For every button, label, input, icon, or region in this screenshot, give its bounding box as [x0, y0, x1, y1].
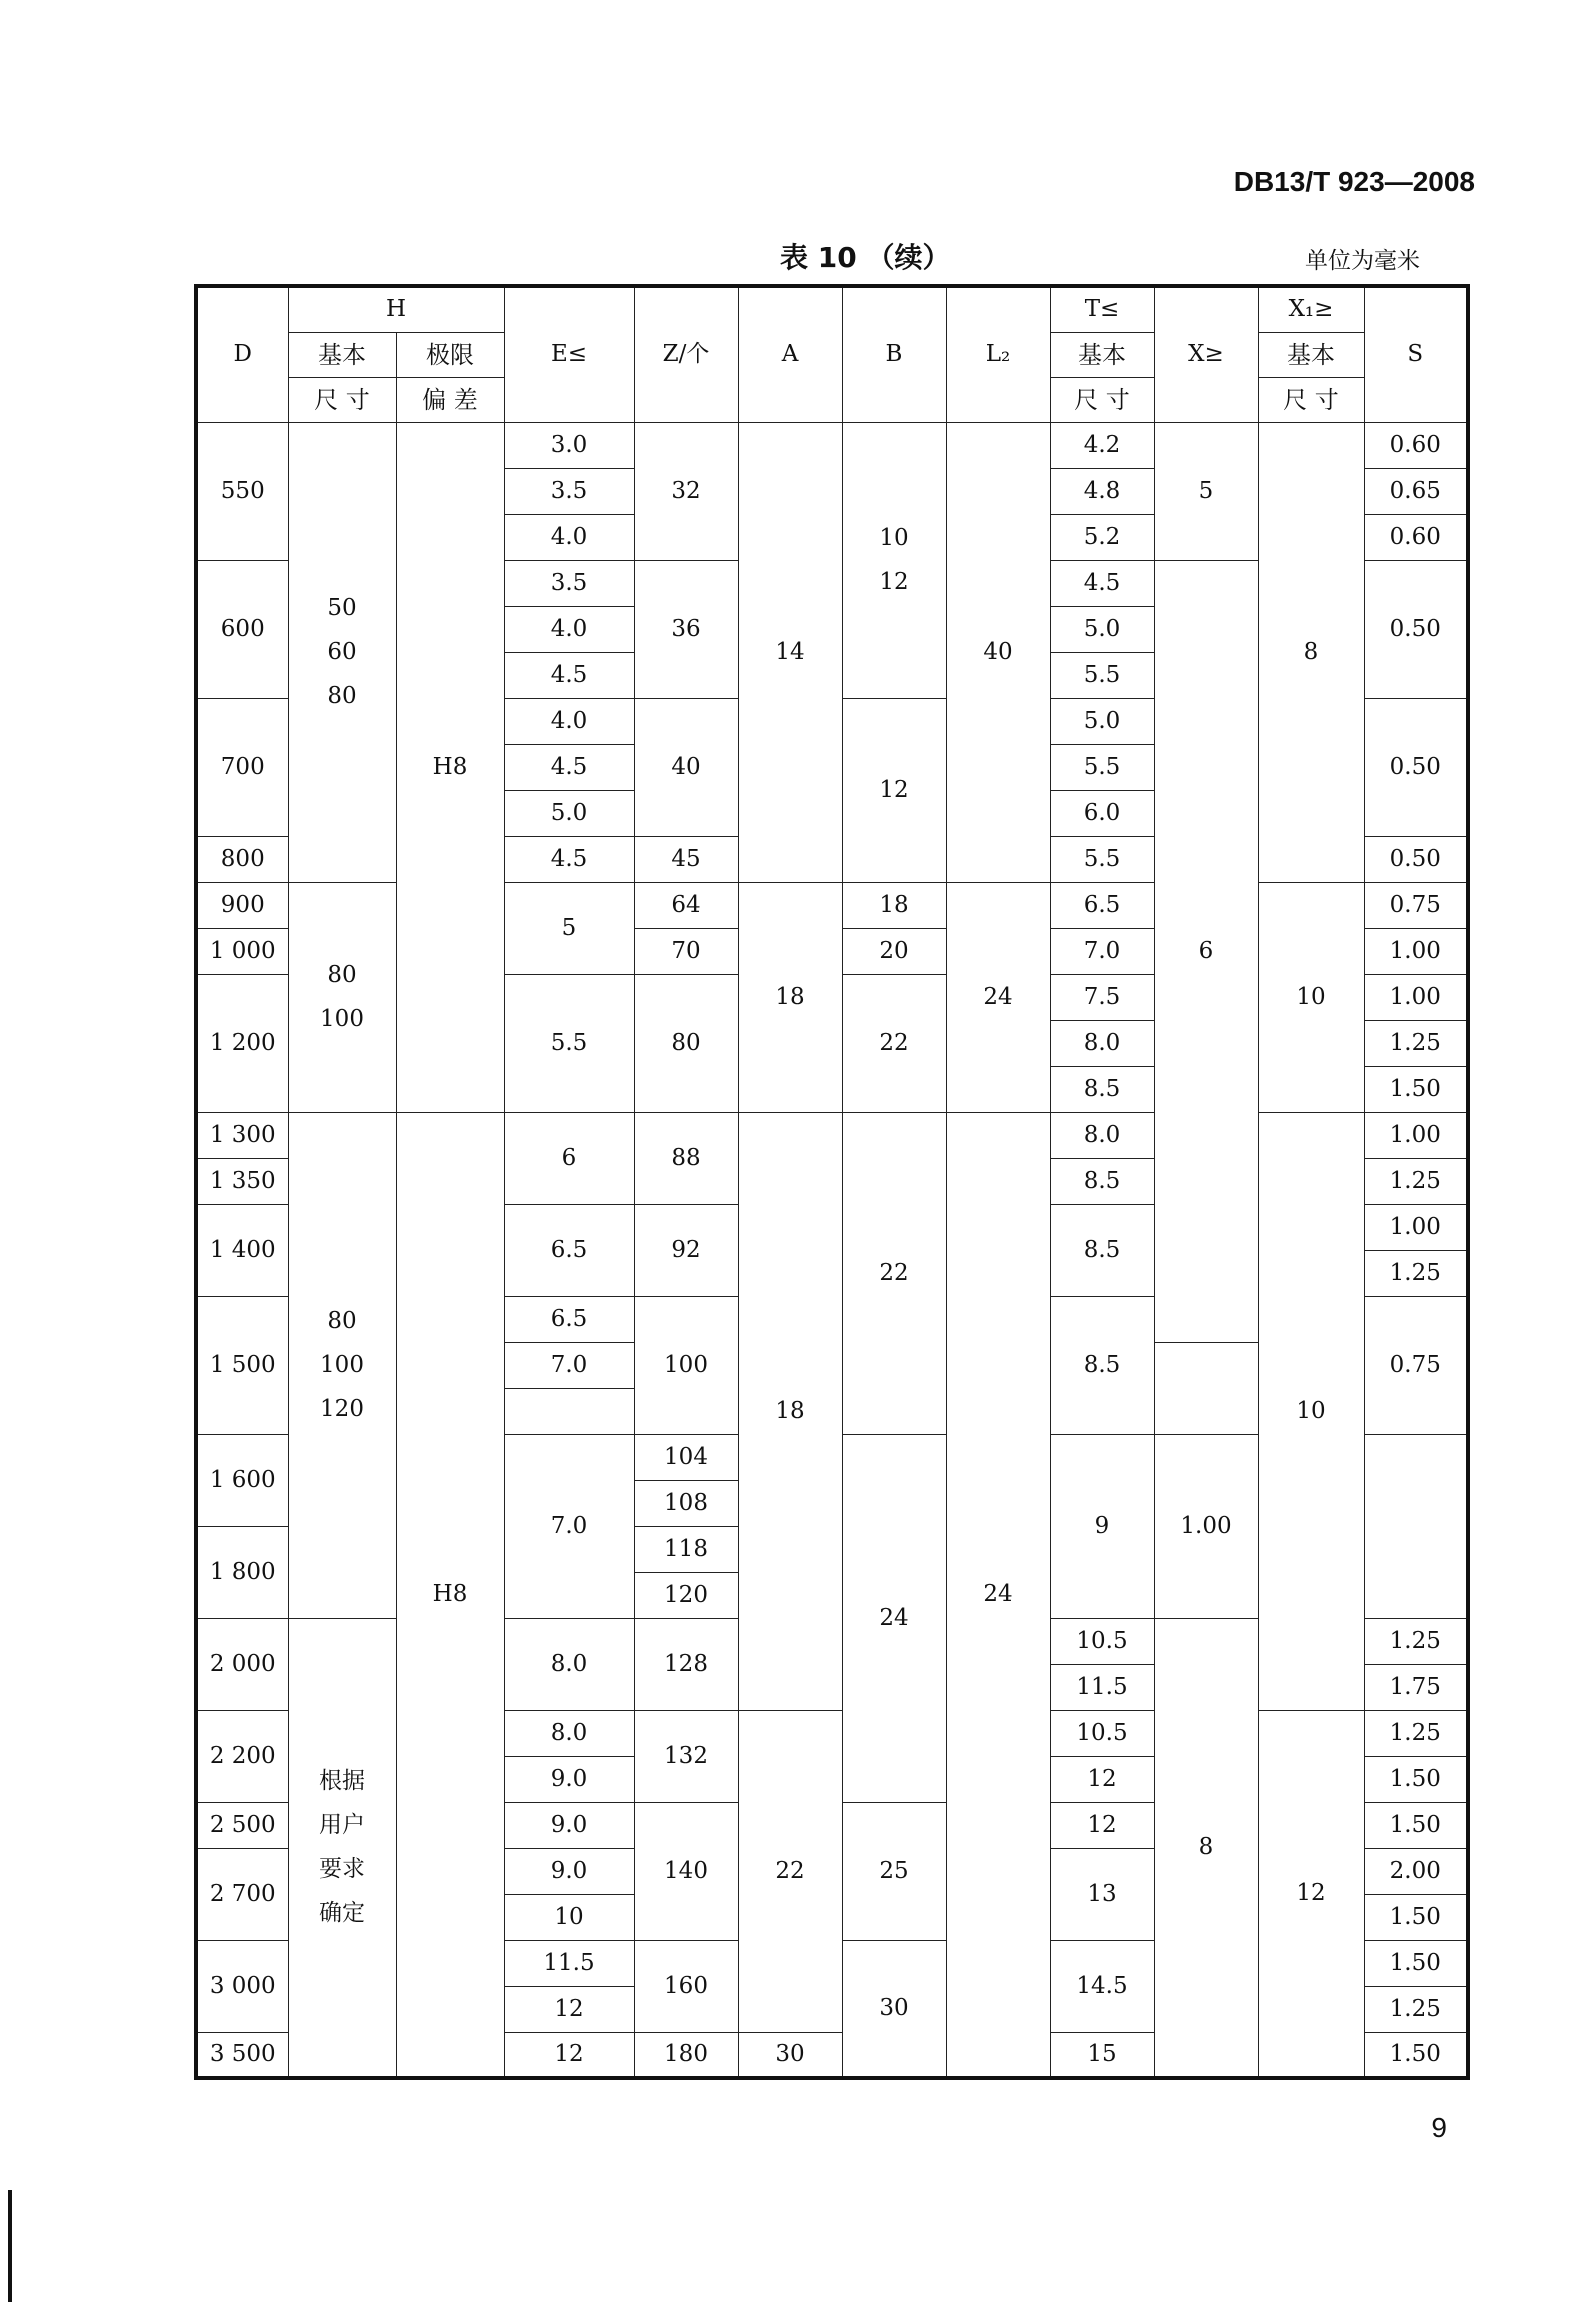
s-cell: 2.00 — [1364, 1848, 1468, 1894]
d-cell: 1 300 — [196, 1112, 288, 1158]
b-cell: 25 — [842, 1802, 946, 1940]
b-cell: 24 — [842, 1434, 946, 1802]
e-cell: 4.5 — [504, 652, 634, 698]
z-cell: 120 — [634, 1572, 738, 1618]
t-cell: 5.5 — [1050, 652, 1154, 698]
a-cell: 14 — [738, 422, 842, 882]
x1-cell: 10 — [1258, 882, 1364, 1112]
e-cell: 12 — [504, 1986, 634, 2032]
s-cell: 1.25 — [1364, 1618, 1468, 1664]
standard-code: DB13/T 923—2008 — [1233, 166, 1475, 197]
d-cell: 2 200 — [196, 1710, 288, 1802]
h-tol-cell: H8 — [396, 1112, 504, 2078]
header-t: T≤ — [1050, 286, 1154, 332]
d-cell: 700 — [196, 698, 288, 836]
l-cell: 40 — [946, 422, 1050, 882]
e-cell: 7.0 — [504, 1434, 634, 1618]
s-cell: 1.25 — [1364, 1250, 1468, 1296]
s-cell: 1.75 — [1364, 1664, 1468, 1710]
table-title: 表 10 （续） — [780, 241, 951, 274]
header-t-basic-2: 尺 寸 — [1050, 377, 1154, 422]
b-cell: 22 — [842, 1112, 946, 1434]
e-cell: 5 — [504, 882, 634, 974]
table-unit-note: 单位为毫米 — [1305, 248, 1420, 274]
e-cell: 9.0 — [504, 1848, 634, 1894]
s-cell: 1.25 — [1364, 1986, 1468, 2032]
s-cell: 0.60 — [1364, 422, 1468, 468]
t-cell: 5.0 — [1050, 606, 1154, 652]
t-cell: 4.5 — [1050, 560, 1154, 606]
z-cell: 32 — [634, 422, 738, 560]
e-cell: 3.5 — [504, 468, 634, 514]
h-tol-cell: H8 — [396, 422, 504, 1112]
z-cell: 88 — [634, 1112, 738, 1204]
t-cell: 8.5 — [1050, 1296, 1154, 1434]
e-cell: 4.0 — [504, 514, 634, 560]
t-cell: 7.0 — [1050, 928, 1154, 974]
e-cell: 9.0 — [504, 1756, 634, 1802]
z-cell: 36 — [634, 560, 738, 698]
a-cell: 30 — [738, 2032, 842, 2078]
b-cell: 12 — [842, 698, 946, 882]
e-cell: 12 — [504, 2032, 634, 2078]
d-cell: 2 700 — [196, 1848, 288, 1940]
x-cell: 5 — [1154, 422, 1258, 560]
header-a: A — [738, 286, 842, 422]
z-cell: 104 — [634, 1434, 738, 1480]
e-cell: 6.5 — [504, 1296, 634, 1342]
t-cell: 4.2 — [1050, 422, 1154, 468]
t-cell: 6.0 — [1050, 790, 1154, 836]
e-cell: 8.0 — [504, 1710, 634, 1756]
s-cell: 0.60 — [1364, 514, 1468, 560]
t-cell: 14.5 — [1050, 1940, 1154, 2032]
header-b: B — [842, 286, 946, 422]
s-cell: 1.50 — [1364, 2032, 1468, 2078]
t-cell: 6.5 — [1050, 882, 1154, 928]
d-cell: 1 600 — [196, 1434, 288, 1526]
b-cell: 30 — [842, 1940, 946, 2078]
b-cell: 10 12 — [842, 422, 946, 698]
x-cell: 6 — [1154, 560, 1258, 1342]
t-cell: 12 — [1050, 1756, 1154, 1802]
d-cell: 2 500 — [196, 1802, 288, 1848]
x1-cell: 10 — [1258, 1112, 1364, 1710]
d-cell: 1 500 — [196, 1296, 288, 1434]
s-cell: 0.75 — [1364, 882, 1468, 928]
d-cell: 2 000 — [196, 1618, 288, 1710]
s-cell: 0.65 — [1364, 468, 1468, 514]
a-cell: 18 — [738, 1112, 842, 1710]
s-cell: 1.50 — [1364, 1940, 1468, 1986]
e-cell: 3.0 — [504, 422, 634, 468]
e-cell: 4.5 — [504, 744, 634, 790]
d-cell: 1 400 — [196, 1204, 288, 1296]
header-h-tol-2: 偏 差 — [396, 377, 504, 422]
d-cell: 1 800 — [196, 1526, 288, 1618]
t-cell: 8.5 — [1050, 1158, 1154, 1204]
dimension-table — [194, 284, 1470, 2080]
header-h-tol-1: 极限 — [396, 332, 504, 377]
d-cell: 1 000 — [196, 928, 288, 974]
d-cell: 3 500 — [196, 2032, 288, 2078]
header-h-basic-2: 尺 寸 — [288, 377, 396, 422]
e-cell: 10 — [504, 1894, 634, 1940]
e-cell: 4.5 — [504, 836, 634, 882]
z-cell: 128 — [634, 1618, 738, 1710]
header-s: S — [1364, 286, 1468, 422]
e-cell: 6 — [504, 1112, 634, 1204]
header-z: Z/个 — [634, 286, 738, 422]
h-basic-cell: 根据 用户 要求 确定 — [288, 1618, 396, 2078]
s-cell: 0.50 — [1364, 560, 1468, 698]
z-cell: 64 — [634, 882, 738, 928]
t-cell: 5.0 — [1050, 698, 1154, 744]
s-cell: 1.00 — [1154, 1434, 1258, 1618]
h-basic-cell: 50 60 80 — [288, 422, 396, 882]
e-cell: 6.5 — [504, 1204, 634, 1296]
table-caption — [0, 236, 1591, 276]
d-cell: 900 — [196, 882, 288, 928]
d-cell: 600 — [196, 560, 288, 698]
header-e: E≤ — [504, 286, 634, 422]
b-cell: 20 — [842, 928, 946, 974]
z-cell: 45 — [634, 836, 738, 882]
e-cell: 3.5 — [504, 560, 634, 606]
t-cell: 8.0 — [1050, 1020, 1154, 1066]
header-x1-basic-2: 尺 寸 — [1258, 377, 1364, 422]
t-cell: 8.5 — [1050, 1204, 1154, 1296]
page-number: 9 — [1431, 2112, 1447, 2143]
a-cell: 22 — [738, 1710, 842, 2032]
s-cell: 0.50 — [1364, 836, 1468, 882]
t-cell: 9 — [1050, 1434, 1154, 1618]
s-cell: 0.75 — [1364, 1296, 1468, 1434]
e-cell: 5.5 — [504, 974, 634, 1112]
t-cell: 13 — [1050, 1848, 1154, 1940]
header-h: H — [288, 286, 504, 332]
d-cell: 550 — [196, 422, 288, 560]
s-cell: 1.50 — [1364, 1894, 1468, 1940]
t-cell: 8.5 — [1050, 1066, 1154, 1112]
t-cell: 5.5 — [1050, 836, 1154, 882]
z-cell: 132 — [634, 1710, 738, 1802]
s-cell: 1.50 — [1364, 1802, 1468, 1848]
e-cell: 7.0 — [504, 1342, 634, 1388]
e-cell — [504, 1388, 634, 1434]
z-cell: 118 — [634, 1526, 738, 1572]
s-cell: 1.25 — [1364, 1020, 1468, 1066]
scan-edge-mark — [8, 2190, 12, 2302]
header-h-basic-1: 基本 — [288, 332, 396, 377]
e-cell: 4.0 — [504, 606, 634, 652]
a-cell: 18 — [738, 882, 842, 1112]
d-cell: 1 200 — [196, 974, 288, 1112]
x1-cell: 12 — [1258, 1710, 1364, 2078]
t-cell: 12 — [1050, 1802, 1154, 1848]
z-cell: 180 — [634, 2032, 738, 2078]
s-cell: 1.50 — [1364, 1066, 1468, 1112]
z-cell: 80 — [634, 974, 738, 1112]
z-cell: 108 — [634, 1480, 738, 1526]
t-cell: 8.0 — [1050, 1112, 1154, 1158]
e-cell: 8.0 — [504, 1618, 634, 1710]
l-cell: 24 — [946, 882, 1050, 1112]
t-cell: 15 — [1050, 2032, 1154, 2078]
header-t-basic-1: 基本 — [1050, 332, 1154, 377]
b-cell: 22 — [842, 974, 946, 1112]
t-cell: 5.2 — [1050, 514, 1154, 560]
header-x1-basic-1: 基本 — [1258, 332, 1364, 377]
s-cell: 1.00 — [1364, 928, 1468, 974]
h-basic-cell: 80 100 — [288, 882, 396, 1112]
z-cell: 160 — [634, 1940, 738, 2032]
t-cell: 4.8 — [1050, 468, 1154, 514]
l-cell: 24 — [946, 1112, 1050, 2078]
s-cell: 1.00 — [1364, 974, 1468, 1020]
header-x: X≥ — [1154, 286, 1258, 422]
s-cell: 1.25 — [1364, 1158, 1468, 1204]
z-cell: 40 — [634, 698, 738, 836]
d-cell: 3 000 — [196, 1940, 288, 2032]
z-cell: 100 — [634, 1296, 738, 1434]
header-d: D — [196, 286, 288, 422]
x1-cell: 8 — [1258, 422, 1364, 882]
b-cell: 18 — [842, 882, 946, 928]
e-cell: 9.0 — [504, 1802, 634, 1848]
e-cell: 4.0 — [504, 698, 634, 744]
s-cell: 1.00 — [1364, 1204, 1468, 1250]
s-cell: 1.25 — [1364, 1710, 1468, 1756]
z-cell: 140 — [634, 1802, 738, 1940]
x-cell: 8 — [1154, 1618, 1258, 2078]
z-cell: 70 — [634, 928, 738, 974]
d-cell: 800 — [196, 836, 288, 882]
t-cell: 7.5 — [1050, 974, 1154, 1020]
t-cell: 10.5 — [1050, 1618, 1154, 1664]
s-cell: 1.50 — [1364, 1756, 1468, 1802]
t-cell: 5.5 — [1050, 744, 1154, 790]
e-cell: 11.5 — [504, 1940, 634, 1986]
t-cell: 11.5 — [1050, 1664, 1154, 1710]
t-cell: 10.5 — [1050, 1710, 1154, 1756]
header-x1: X₁≥ — [1258, 286, 1364, 332]
header-l: L₂ — [946, 286, 1050, 422]
e-cell: 5.0 — [504, 790, 634, 836]
z-cell: 92 — [634, 1204, 738, 1296]
s-cell: 0.50 — [1364, 698, 1468, 836]
h-basic-cell: 80 100 120 — [288, 1112, 396, 1618]
s-cell: 1.00 — [1364, 1112, 1468, 1158]
d-cell: 1 350 — [196, 1158, 288, 1204]
